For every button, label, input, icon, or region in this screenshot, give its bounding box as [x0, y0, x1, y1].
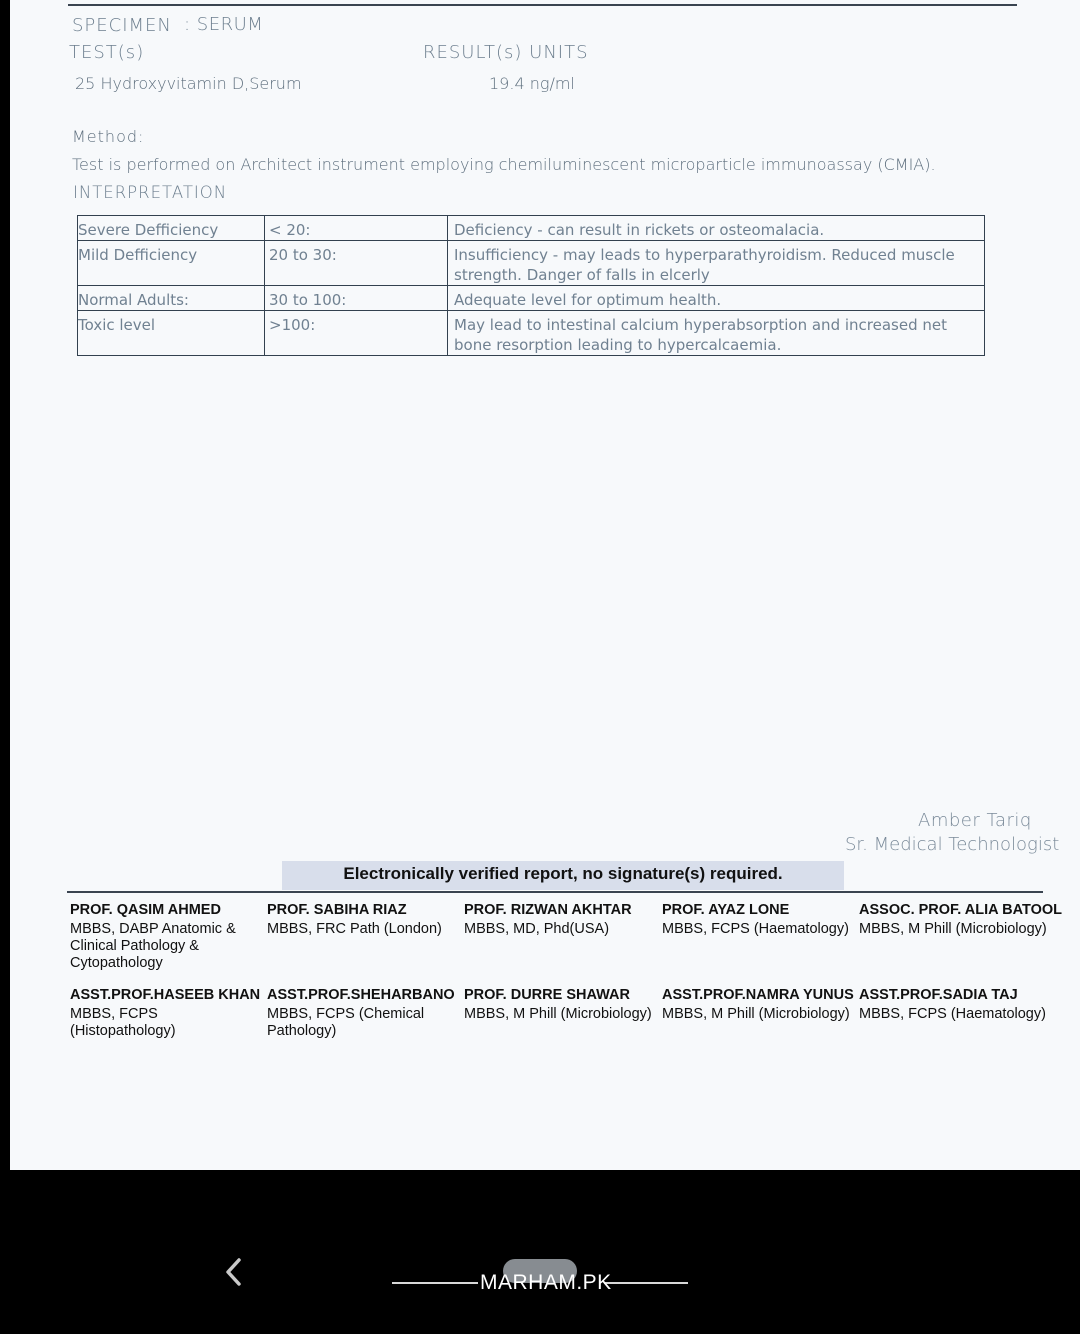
- level-cell: Mild Defficiency: [78, 241, 265, 286]
- doctor-qualification: MBBS, M Phill (Microbiology): [464, 1006, 652, 1022]
- doctor-qualification: MBBS, FCPS (Chemical Pathology): [267, 1006, 425, 1039]
- range-cell: >100:: [265, 311, 448, 356]
- doctor-qualification: MBBS, FCPS (Haematology): [859, 1006, 1046, 1022]
- top-divider: [68, 4, 1017, 6]
- doctor-name: ASST.PROF.HASEEB KHAN: [70, 987, 261, 1003]
- doctor-entry: [464, 901, 664, 938]
- doctor-entry: [464, 986, 664, 1023]
- doctor-qualification: MBBS, FCPS (Histopathology): [70, 1006, 176, 1039]
- doctor-qualification: MBBS, FRC Path (London): [267, 921, 442, 937]
- navigation-bar: [0, 1170, 1080, 1334]
- method-text: Test is performed on Architect instrument employing chemiluminescent microparticle immunoassay (CMIA).: [72, 155, 936, 174]
- range-cell: 30 to 100:: [265, 286, 448, 311]
- column-header-test: TEST(s): [69, 42, 145, 63]
- doctor-qualification: MBBS, FCPS (Haematology): [662, 921, 849, 937]
- doctor-name: PROF. RIZWAN AKHTAR: [464, 902, 632, 918]
- table-row: [78, 216, 985, 241]
- level-cell: Normal Adults:: [78, 286, 265, 311]
- chevron-left-icon: [218, 1252, 252, 1292]
- note-cell: Adequate level for optimum health.: [448, 286, 985, 311]
- doctor-qualification: MBBS, MD, Phd(USA): [464, 921, 610, 937]
- level-cell: Toxic level: [78, 311, 265, 356]
- table-row: [78, 311, 985, 356]
- note-cell: May lead to intestinal calcium hyperabsorption and increased net bone resorption leading to hypercalcaemia.: [448, 311, 985, 356]
- signoff-name: Amber Tariq: [918, 810, 1032, 831]
- doctor-name: ASST.PROF.SHEHARBANO: [267, 987, 455, 1003]
- interpretation-label: INTERPRETATION: [73, 183, 228, 202]
- specimen-value: : SERUM: [184, 14, 264, 35]
- column-header-result: RESULT(s) UNITS: [423, 42, 589, 63]
- note-cell: Deficiency - can result in rickets or osteomalacia.: [448, 216, 985, 241]
- doctor-qualification: MBBS, M Phill (Microbiology): [859, 921, 1047, 937]
- doctor-entry: [267, 986, 467, 1040]
- table-row: [78, 286, 985, 311]
- doctor-qualification: MBBS, DABP Anatomic & Clinical Pathology & Cytopathology: [70, 921, 236, 971]
- report-page: [10, 0, 1080, 1170]
- range-cell: < 20:: [265, 216, 448, 241]
- verified-banner: Electronically verified report, no signature(s) required.: [282, 861, 844, 890]
- test-name: 25 Hydroxyvitamin D,Serum: [75, 74, 302, 93]
- doctor-entry: [662, 986, 862, 1023]
- watermark-line-left: [392, 1282, 478, 1284]
- interpretation-table: [77, 215, 985, 356]
- doctor-entry: [662, 901, 862, 938]
- doctors-divider: [67, 891, 1043, 893]
- doctor-name: PROF. QASIM AHMED: [70, 902, 221, 918]
- doctor-name: PROF. AYAZ LONE: [662, 902, 790, 918]
- specimen-label: SPECIMEN: [72, 15, 172, 36]
- doctor-qualification: MBBS, M Phill (Microbiology): [662, 1006, 850, 1022]
- watermark: MARHAM.PK: [480, 1271, 612, 1294]
- doctor-entry: [70, 901, 270, 972]
- doctor-entry: [267, 901, 467, 938]
- test-result: 19.4 ng/ml: [489, 74, 575, 93]
- doctor-entry: [859, 986, 1074, 1023]
- doctor-entry: [70, 986, 270, 1040]
- method-label: Method:: [72, 127, 145, 146]
- table-row: [78, 241, 985, 286]
- doctor-name: ASST.PROF.SADIA TAJ: [859, 987, 1018, 1003]
- watermark-line-right: [604, 1282, 688, 1284]
- doctor-entry: [859, 901, 1074, 938]
- doctor-name: ASST.PROF.NAMRA YUNUS: [662, 987, 854, 1003]
- doctor-name: ASSOC. PROF. ALIA BATOOL: [859, 902, 1063, 918]
- back-button[interactable]: [218, 1252, 252, 1292]
- doctor-name: PROF. DURRE SHAWAR: [464, 987, 630, 1003]
- note-cell: Insufficiency - may leads to hyperparathyroidism. Reduced muscle strength. Danger of falls in elcerly: [448, 241, 985, 286]
- range-cell: 20 to 30:: [265, 241, 448, 286]
- level-cell: Severe Defficiency: [78, 216, 265, 241]
- signoff-title: Sr. Medical Technologist: [845, 834, 1060, 855]
- doctor-name: PROF. SABIHA RIAZ: [267, 902, 407, 918]
